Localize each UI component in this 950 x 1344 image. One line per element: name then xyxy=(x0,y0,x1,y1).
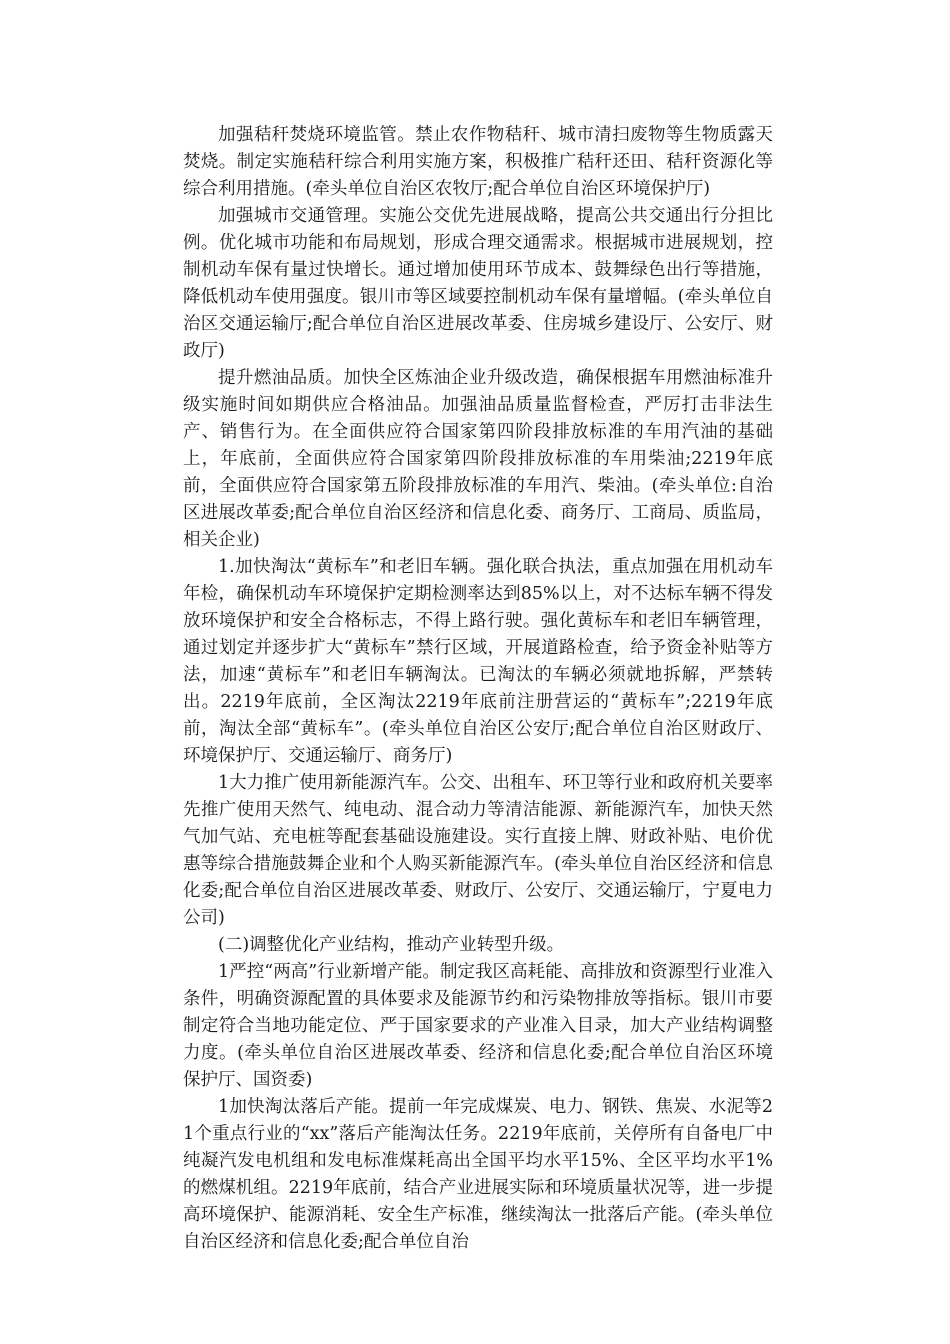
paragraph-yellow-label-vehicles: 1.加快淘汰“黄标车”和老旧车辆。强化联合执法，重点加强在用机动车年检，确保机动车环境保护定期检测率达到85%以上，对不达标车辆不得发放环境保护和安全合格标志，不得上路行驶。强化黄标车和老旧车辆管理，通过划定并逐步扩大“黄标车”禁行区域，开展道路检查，给予资金补贴等方法，加速“黄标车”和老旧车辆淘汰。已淘汰的车辆必须就地拆解，严禁转出。2219年底前，全区淘汰2219年底前注册营运的“黄标车”;2219年底前，淘汰全部“黄标车”。(牵头单位自治区公安厅;配合单位自治区财政厅、环境保护厅、交通运输厅、商务厅) xyxy=(183,557,773,766)
paragraph-fuel-quality: 提升燃油品质。加快全区炼油企业升级改造，确保根据车用燃油标准升级实施时间如期供应合格油品。加强油品质量监督检查，严厉打击非法生产、销售行为。在全面供应符合国家第四阶段排放标准的车用汽油的基础上，年底前，全面供应符合国家第四阶段排放标准的车用柴油;2219年底前，全面供应符合国家第五阶段排放标准的车用汽、柴油。(牵头单位:自治区进展改革委;配合单位自治区经济和信息化委、商务厅、工商局、质监局，相关企业) xyxy=(183,368,773,550)
document-body xyxy=(183,122,773,1256)
paragraph-two-high-industries: 1严控“两高”行业新增产能。制定我区高耗能、高排放和资源型行业准入条件，明确资源配置的具体要求及能源节约和污染物排放等指标。银川市要制定符合当地功能定位、严于国家要求的产业准入目录，加大产业结构调整力度。(牵头单位自治区进展改革委、经济和信息化委;配合单位自治区环境保护厅、国资委) xyxy=(183,962,773,1090)
paragraph-urban-traffic: 加强城市交通管理。实施公交优先进展战略，提高公共交通出行分担比例。优化城市功能和布局规划，形成合理交通需求。根据城市进展规划，控制机动车保有量过快增长。通过增加使用环节成本、鼓舞绿色出行等措施，降低机动车使用强度。银川市等区域要控制机动车保有量增幅。(牵头单位自治区交通运输厅;配合单位自治区进展改革委、住房城乡建设厅、公安厅、财政厅) xyxy=(183,206,773,361)
paragraph-outdated-capacity: 1加快淘汰落后产能。提前一年完成煤炭、电力、钢铁、焦炭、水泥等21个重点行业的“xx”落后产能淘汰任务。2219年底前，关停所有自备电厂中纯凝汽发电机组和发电标准煤耗高出全国平均水平15%、全区平均水平1%的燃煤机组。2219年底前，结合产业进展实际和环境质量状况等，进一步提高环境保护、能源消耗、安全生产标准，继续淘汰一批落后产能。(牵头单位自治区经济和信息化委;配合单位自治 xyxy=(183,1097,773,1252)
section-heading-industry-structure: (二)调整优化产业结构，推动产业转型升级。 xyxy=(218,935,565,955)
paragraph-straw-burning: 加强秸秆焚烧环境监管。禁止农作物秸秆、城市清扫废物等生物质露天焚烧。制定实施秸秆综合利用实施方案，积极推广秸秆还田、秸秆资源化等综合利用措施。(牵头单位自治区农牧厅;配合单位自治区环境保护厅) xyxy=(183,125,773,199)
paragraph-new-energy-vehicles: 1大力推广使用新能源汽车。公交、出租车、环卫等行业和政府机关要率先推广使用天然气、纯电动、混合动力等清洁能源、新能源汽车，加快天然气加气站、充电桩等配套基础设施建设。实行直接上牌、财政补贴、电价优惠等综合措施鼓舞企业和个人购买新能源汽车。(牵头单位自治区经济和信息化委;配合单位自治区进展改革委、财政厅、公安厅、交通运输厅，宁夏电力公司) xyxy=(183,773,773,928)
